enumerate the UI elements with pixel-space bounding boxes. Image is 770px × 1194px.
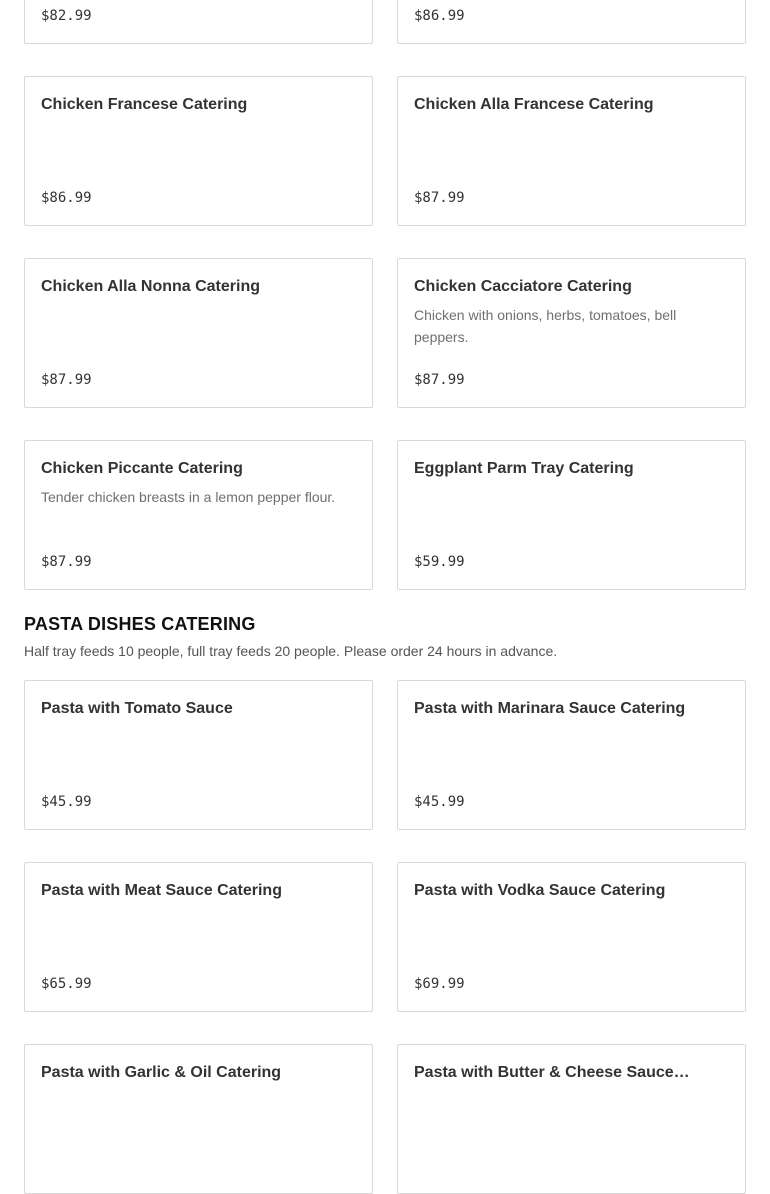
item-name: Pasta with Meat Sauce Catering	[41, 882, 282, 899]
menu-item-card[interactable]	[397, 258, 746, 408]
menu-item-card[interactable]	[397, 1044, 746, 1194]
item-price: $87.99	[414, 190, 465, 206]
item-name: Chicken Piccante Catering	[41, 460, 243, 477]
item-price: $65.99	[41, 976, 92, 992]
section-description: Half tray feeds 10 people, full tray feeds 20 people. Please order 24 hours in advance.	[24, 643, 558, 659]
item-price: $59.99	[414, 554, 465, 570]
item-description: Chicken with onions, herbs, tomatoes, bell peppers.	[414, 307, 677, 345]
item-price: $45.99	[41, 794, 92, 810]
menu-item-card[interactable]	[24, 440, 373, 590]
item-price: $45.99	[414, 794, 465, 810]
item-price: $69.99	[414, 976, 465, 992]
menu-item-card[interactable]	[397, 440, 746, 590]
menu-item-card[interactable]	[24, 0, 373, 44]
item-name: Chicken Francese Catering	[41, 96, 248, 113]
menu-item-card[interactable]	[24, 862, 373, 1012]
item-price: $87.99	[41, 372, 92, 388]
menu-item-card[interactable]	[24, 258, 373, 408]
section-title: PASTA DISHES CATERING	[24, 614, 256, 634]
item-price: $86.99	[414, 8, 465, 24]
menu-item-card[interactable]	[397, 862, 746, 1012]
menu-item-card[interactable]	[397, 76, 746, 226]
item-name: Chicken Alla Francese Catering	[414, 96, 654, 113]
item-price: $87.99	[414, 372, 465, 388]
item-name: Eggplant Parm Tray Catering	[414, 460, 634, 477]
item-name: Chicken Alla Nonna Catering	[41, 278, 260, 295]
item-name: Pasta with Garlic & Oil Catering	[41, 1064, 282, 1081]
item-name: Pasta with Vodka Sauce Catering	[414, 882, 666, 899]
item-name: Pasta with Butter & Cheese Sauce…	[414, 1064, 690, 1081]
item-price: $82.99	[41, 8, 92, 24]
item-description: Tender chicken breasts in a lemon pepper flour.	[41, 489, 336, 505]
item-name: Pasta with Tomato Sauce	[41, 700, 233, 717]
menu-item-card[interactable]	[24, 1044, 373, 1194]
menu-item-card[interactable]	[397, 680, 746, 830]
item-price: $87.99	[41, 554, 92, 570]
menu-item-card[interactable]	[397, 0, 746, 44]
item-name: Chicken Cacciatore Catering	[414, 278, 632, 295]
item-price: $86.99	[41, 190, 92, 206]
menu-item-card[interactable]	[24, 680, 373, 830]
menu-item-card[interactable]	[24, 76, 373, 226]
item-name: Pasta with Marinara Sauce Catering	[414, 700, 686, 717]
